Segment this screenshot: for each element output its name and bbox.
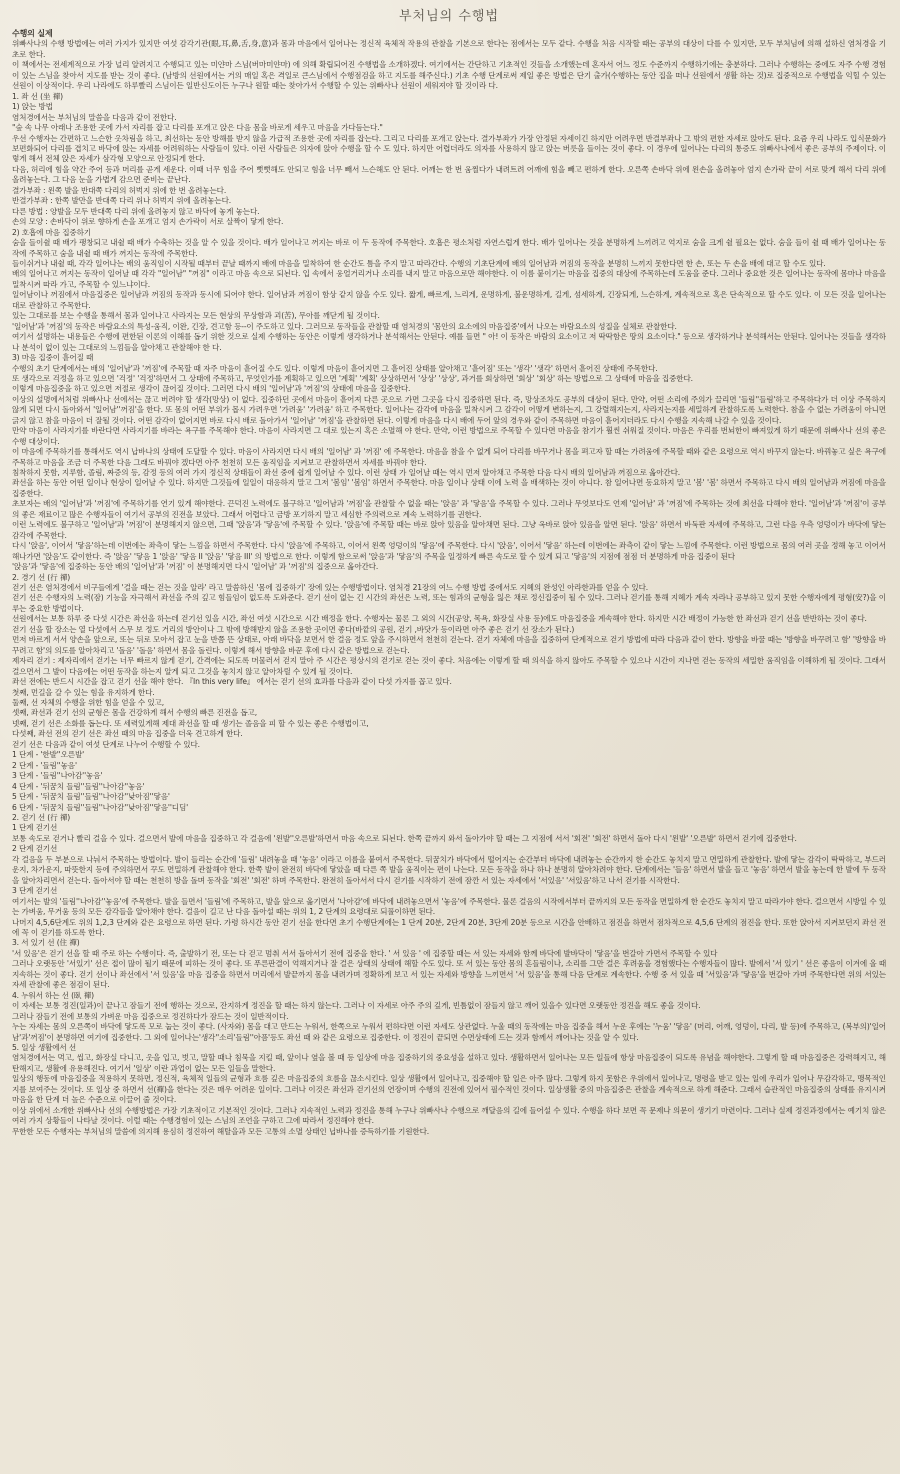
- text-line: 3 단계 - '들림''나아감''놓음': [12, 771, 103, 781]
- text-line: 그러나 잠들기 전에 보통의 가벼운 마음 집중으로 정진하다가 잠드는 것이 일반적이다.: [12, 1011, 289, 1021]
- text-line: 둘째, 선 자체의 수행을 위한 힘을 얻을 수 있고,: [12, 698, 164, 707]
- text-line: 이상 위에서 소개한 위빠사나 선의 수행방법은 가장 기초적이고 기본적인 것이다. 그러나 지속적인 노력과 정진을 통해 누구나 위빠사나 수행으로 깨달음의 길에 들어설 수 있다. 수행을 하다 보면 꼭 문제나 의문이 생기기 마련이다. 그러나 실제 정진과정에서는 예기치 않은 여러 가지 상황들이 나타날 것이다. 이럴 때는 수행경험이 있는 스님의 조언을 구하고 그에 따라서 정진해야 한다.: [12, 1105, 886, 1126]
- text-line: '일어남'과 '꺼짐'의 동작은 바람요소의 특성-움직, 이완, 긴장, 견고함 등--이 주도하고 있다. 그러므로 동작들을 관찰할 때 염처경의 '몸안의 요소에의 마음집중'에서 나오는 바람요소의 성질을 실체로 관찰한다.: [12, 321, 677, 331]
- text-line: 제자리 걷기 : 제자리에서 걷기는 너무 빠르지 않게 걷기, 간격에는 되도록 머물러서 걷지 말아 주 시간은 평상시의 걷기로 걷는 것이 좋다. 처음에는 이렇게 할 때 의식을 하지 않아도 주목할 수 있으나 시간이 지나면 걷는 동작의 세밀한 움직임을 이해하게 될 것이다. 그래서 걸으면서 그 발이 다음에는 어떤 동작을 하는지 알게 되고 그것을 놓치지 않고 알아차릴 수 있게 될 것이다.: [12, 656, 886, 676]
- text-line: 반결가부좌 : 한쪽 발만을 반대쪽 다리 위나 허벅지 위에 올려놓는다.: [12, 196, 232, 206]
- text-line: 다른 방법 : 양발을 모두 반대쪽 다리 위에 올려놓지 않고 바닥에 놓게 놓는다.: [12, 206, 260, 216]
- text-line: 염처경에서는 부처님의 말씀을 다음과 같이 전한다.: [12, 112, 177, 122]
- text-line: 들이쉬거나 내쉴 때, 각각 일어나는 배의 움직임이 시작될 때부터 끝날 때까지 배에 마음을 밀착하여 한 순간도 틈을 주지 말고 따라간다. 수행의 기초단계에 배의 일어남과 꺼짐의 동작을 분명히 느끼지 못한다면 한 손, 또는 두 손을 배에 대고 할 수도 있다.: [12, 258, 826, 268]
- text-line: 6 단계 - '뒤꿈치 들림''들림''나아감''낮아짐''닿음''디딤': [12, 802, 189, 812]
- text-line: 4 단계 - '뒤꿈치 들림''들림''나아감''놓음': [12, 781, 145, 791]
- text-line: 이 자세는 보통 정진(일과)이 끝나고 잠들기 전에 행하는 것으로, 잔지하게 정진을 할 때는 하지 않는다. 그러나 이 자세로 아주 주의 깊게, 빈틈없이 잠들지 않고 깨어 있을수 있다면 오랫동안 정진을 해도 좋을 것이다.: [12, 1001, 701, 1011]
- text-line: 보통 속도로 걷거나 빨리 걸을 수 있다. 걸으면서 발에 마음을 집중하고 각 걸음에 '왼발''오른발'하면서 마음 속으로 되뇐다. 한쪽 끝까지 와서 돌아가야 할 때는 그 지점에 서서 '회전' '회전' 하면서 돌아 다시 '왼발' '오른발' 하면서 걷기에 집중한다.: [12, 833, 797, 843]
- text-line: 2 단계 - '들림''놓음': [12, 760, 77, 770]
- text-line: 다섯째, 좌선 전의 걷기 선은 좌선 때의 마음 집중을 더욱 견고하게 한다.: [12, 729, 243, 739]
- text-line: 나머지 4,5,6단계도 위의 1,2,3 단계와 같은 요령으로 하면 된다. 가령 하시간 동안 걷기 선을 한다면 초기 수행단계에는 1 단계 20분, 2단계 20분, 3단계 20분 등으로 시간을 안배하고 점진을 하면서 점차적으로 4,5,6 단계의 점진을 한다. 또한 앉아서 지켜보던지 좌선 전에 꼭 이 걷기를 하도록 한다.: [12, 917, 886, 937]
- text-line: 5. 일상 생활에서 선: [12, 1042, 77, 1052]
- text-line: '앉음'과 '닿음'에 집중하는 동안 배의 '일어남'과 '꺼짐' 이 분명해지면 다시 '일어남' 과 '꺼짐'의 집중으로 옮아간다.: [12, 562, 379, 572]
- text-line: 넷째, 걷기 선은 소화를 돕는다. 또 세력있게해 제대 좌선을 할 때 생기는 졸음을 피 할 수 있는 좋은 수행법이고,: [12, 718, 369, 728]
- text-line: 숨을 들이쉴 때 배가 팽창되고 내쉴 때 배가 수축하는 것을 알 수 있을 것이다. 배가 일어나고 꺼지는 바로 이 두 동작에 주목한다. 호흡은 평소처럼 자연스럽게 한다. 배가 일어나는 것을 분명하게 느끼려고 억지로 숨을 크게 쉴 필요는 없다. 숨을 들이 쉴 때 배가 일어나는 동작에 주목하고 숨을 내쉴 때 배가 꺼지는 동작에 주목한다.: [12, 238, 886, 258]
- text-line: 좌선을 하는 동안 어떤 일이나 현상이 일어날 수 있다. 하지만 그것들에 일일이 대응하지 말고 그저 '봄임' '봄임' 하면서 주목한다. 마음 일이나 상태 이에 노력 을 배색하는 것이 아니다. 참 일어나면 동요하지 말고 '봄' '봄' 하면서 주목하고 다시 배의 일어남과 꺼짐에 마음을 집중한다.: [12, 478, 886, 498]
- text-line: 수행의 초기 단계에서는 배의 '일어남'과 '꺼짐'에 주목할 때 자주 마음이 흩어질 수도 있다. 이렇게 마음이 흩어지면 그 흩어진 상태를 알아채고 '흩어짐' 또는 '생각' '생각' 하면서 흩어진 상태에 주목한다.: [12, 363, 658, 373]
- text-line: 여기서 설명하는 내용들은 수행에 편한된 이론의 이해를 돕기 위한 것으로 실제 수행하는 동안은 이렇게 생각하거나 분석해서는 안된다. 예를 들면 " 아! 이 동작은 바람의 요소이고 저 딱딱함은 땅의 요소이다." 등으로 생각하거나 분석해서는 안된다. 일어나는 것들을 생각하나 분석이 없이 있는 그대로의 느낌들을 알아채고 관찰해야 한 다.: [12, 332, 886, 352]
- text-line: 1) 앉는 방법: [12, 102, 53, 112]
- text-line: 일상의 행동에 마음집중을 적용하지 못하면, 정신적, 육체적 일들의 균형과 흐름 깊은 마음집중의 흐름을 끊소시킨다. 일상 생활에서 일어나고, 집중해야 할 일은 아주 많다. 그렇게 하지 못함은 우위에서 일어나고, 명령을 받고 있는 일에 우리가 일어나 무감각하고, 맹목적인지를 보여주는 것이다. 또 일상 중 하면서 선(禪)을 한다는 것은 매우 어려운 일이다. 그러나 이것은 좌선과 걷기선의 연장이며 수행의 진전에 있어서 필수적인 것이다. 일상생활 중의 마음집중은 관찰을 계속적으로 하게 해준다. 그래서 습관적인 마음집중의 상태를 유지시켜 마음을 한 단계 더 높은 수준으로 이끌어 줄 것이다.: [12, 1074, 886, 1105]
- text-line: 무한한 모든 수행자는 부처님의 말씀에 의지해 용심히 정진하여 해탈을과 모든 고통의 소멸 상태인 닙바나를 증득하기를 기원한다.: [12, 1126, 430, 1136]
- section-heading: 수행의 실제: [12, 29, 53, 38]
- text-line: 3 단계 걷기선: [12, 886, 58, 896]
- text-line: 누는 자세는 몸의 오른쪽이 바닥에 닿도록 모로 눕는 것이 좋다. (사자와) 몸을 대고 만드는 누워서, 한쪽으로 누워서 편하다면 이런 자세도 상관없다. 누울 때의 동작에는 마음 집중을 해서 누운 후에는 '누움' '닿음' (머리, 어깨, 엉덩이, 다리, 발 등)에 주목하고, (복부의)'일어남'과'꺼짐'이 분명하면 여기에 집중한다. 그 외에 일어나는'생각''소리'들림''아픔'등도 좌선 때 와 같은 요령으로 집중한다. 이 정진이 끝되면 수면상태에 드는 것과 함께서 깨어나는 것을 알 수 있다.: [12, 1022, 886, 1042]
- text-line: "숲 속 나무 아래나 조용한 곳에 가서 자리를 잡고 다리를 포개고 앉은 다음 몸을 바로게 세우고 마음을 가다듬는다.": [12, 123, 383, 133]
- text-line: 걷기 선을 할 장소는 열 다섯에서 스무 보 정도 거리의 방안이나 그 밖에 방해받지 않을 조용한 곳이면 좋다(바깥의 공원, 걷기 ,바닷가 등이라면 아주 좋은 걷기 선 장소가 된다.): [12, 624, 575, 634]
- text-line: 다시 '앉음', 이어서 '닿음'하는데 이번에는 좌측이 닿는 느낌을 하면서 주목한다. 다시 '앉음'에 주목하고, 이어서 왼쪽 엉덩이의 '닿음'에 주목한다. 다시 '앉음', 이어서 '닿음' 하는데 이번에는 좌측이 같이 닿는 느낌에 주목한다. 이런 방법으로 몸의 여러 곳을 정해 놓고 이어서 해나가면 '앉음'도 같이한다. 즉 '앉음' '닿음 1 '앉음' '닿음 II '앉음' '닿음 III' 의 방법으로 한다. 이렇게 함으로써 '앉음'과 '닿음'의 주목을 일정하게 빠른 속도로 할 수 있게 되고 '닿음'의 지점에 점점 더 분명하게 마음 집중이 된다: [12, 541, 886, 561]
- text-line: 선원에서는 보통 하루 중 다섯 시간은 좌선을 하는데 걷기선 있을 시간, 좌선 여섯 시간으로 시간 배정을 한다. 수행자는 물론 그 외의 시간(공양, 목욕, 화장실 사용 등)에도 마음집중을 계속해야 한다. 하지만 시간 배정이 가능한 한 좌선과 걷기 선을 반반하는 것이 좋다.: [12, 614, 867, 624]
- text-line: 첫째, 먼길을 갈 수 있는 힘을 유지하게 한다.: [12, 687, 155, 697]
- text-line: 염처경에서는 먹고, 씹고, 화장실 다니고, 옷을 입고, 벗고, 말할 때나 침묵을 지킬 때, 앞이나 옆을 볼 때 등 일상에 마음 집중하기의 중요성을 설하고 있다. 생활하면서 일어나는 모든 일들에 항상 마음집중이 되도록 유념을 해야한다. 그렇게 할 때 마음집중은 강력해지고, 해탄해지고, 생활에 유용해진다. 여기서 '일상' 이란 과업이 없는 모든 일들을 말한다.: [12, 1053, 886, 1073]
- text-line: 좌선 전에는 반드시 시간을 잡고 걷기 선을 해야 한다. 『In this very life』 에서는 걷기 선의 효과를 다음과 같이 다섯 가지를 꼽고 있다.: [12, 677, 452, 687]
- text-line: 2. 경기 선 (行 禪): [12, 572, 71, 582]
- text-line: '서 있음'은 걷기 선을 할 때 주로 하는 수행이다. 즉, 출발하기 전, 또는 다 걷고 멈춰 서서 돌아서기 전에 집중을 한다. ' 서 있음 ' 에 집중할 때는 서 있는 자세와 함께 바닥에 발바닥이 '닿음'을 번갈아 가면서 주목할 수 있다: [12, 948, 718, 958]
- text-line: 이 책에서는 전세계적으로 가장 널리 알려지고 수행되고 있는 미얀마 스님(버마미얀마) 에 의해 확립되어진 수행법을 소개하겠다. 여기에서는 간단하고 기초적인 것들을 소개했는데 혼자서 어느 정도 수준까지 수행하기에는 충분하다. 그러나 수행하는 중에도 자주 수행 경험이 있는 스님을 찾아서 지도를 받는 것이 좋다. (남방의 선원에서는 거의 매일 혹은 격일로 큰스님에서 수행점검을 하고 지도를 해주신다.) 기초 수행 단계로써 제일 좋은 방법은 단기 출가(수행하는 동안 집을 떠나 선원에서 생활 하는 것)로 집중적으로 수행법을 익힐 수 있는 선원이 이상적이다. 우리 나라에도 하루빨리 스님이든 일반신도이든 누구나 원할 때는 찾아가서 수행할 수 있는 위빠사나 선원이 세워져야 할 것이라 다.: [12, 60, 886, 91]
- text-line: 2) 호흡에 마음 집중하기: [12, 227, 91, 237]
- text-line: 만약 마음이 사라지기를 바란다면 사라지기를 바라는 욕구를 주목해야 한다. 마음이 사라지면 그 대로 있는지 혹은 소멸해 야 한다. 만약, 이런 방법으로 주목할 수 있다면 마음을 참기가 훨씬 쉬워질 것이다. 마음은 우리를 번뇌한이 빠져있게 하기 때문에 위빠사나 선의 좋은 수행 대상이다.: [12, 426, 886, 446]
- text-line: 각 걸음을 두 부분으로 나눠서 주목하는 방법이다. 발이 들리는 순간에 '들림' 내려놓을 때 '놓음' 이라고 이름을 붙여서 주목한다. 뒤꿈치가 바닥에서 떨어지는 순간부터 바닥에 내려놓는 순간까지 한 순간도 놓치지 말고 면밀하게 관찰한다. 발에 닿는 감각이 딱딱하고, 부드러운지, 차가운지, 따뜻한지 등에 주의하면서 꾸도 면밀하게 관찰해야 한다. 한쪽 발이 완전히 바닥에 닿았을 때 다른 쪽 발을 움직이는 편이 나는다. 모든 동작을 하나 하나 분명히 알아차려야 한다. 단계에서는 '들음' 하면서 발을 들고 '놓음' 하면서 발을 놓는데 한 발에 두 동작을 알아차리면서 걷는다. 돌아서야 할 때는 천천히 방을 돌며 동작을 '회전' '회전' 하며 주목한다. 완전히 돌아서서 다시 걷기를 시작하기 전에 잠깐 서 있는 자세에서 '서있음' '서있음'하고 나서 걷기를 시작한다.: [12, 854, 886, 885]
- text-line: 걷기 선은 염처경에서 비구들에게 '걸을 때는 걷는 것을 알라' 라고 말씀하신 '몸에 집중하기' 장에 있는 수행방법이다. 염처경 21장의 여느 수행 방법 중에서도 지혜의 완성인 아라한과를 얻을 수 있다.: [12, 583, 649, 593]
- text-line: 이렇게 마음집중을 하고 있으면 저절로 생각이 끊어질 것이다. 그러면 다시 배의 '일어남'과 '꺼짐'의 상태에 마음을 집중한다.: [12, 384, 411, 394]
- text-line: 있는 그대로를 보는 수행을 통해서 몸과 일어나고 사라지는 모든 현상의 무상함과 괴(苦), 무아를 깨닫게 될 것이다.: [12, 311, 380, 321]
- text-line: 먼저 바르게 서서 양손을 앞으로, 또는 뒤로 모아서 잡고 눈을 반쯤 뜬 상태로, 아래 바닥을 보면서 한 걸음 정도 앞을 주시하면서 천천히 걷는다. 걷기 자체에 마음을 집중하여 단계적으로 걷기 방법에 따라 다음과 같이 한다. 방향을 바꿀 때는 '방향을 바꾸려고 함' '방향을 바꾸려고 함'의 의도를 알아차리고 '돌음' '돌음' 하면서 몸을 돌린다. 이렇게 해서 방향을 바꾼 후에 다시 같은 방법으로 걷는다.: [12, 635, 886, 655]
- text-line: 3. 서 있기 선 (住 禪): [12, 938, 80, 948]
- document-title: 부처님의 수행법: [398, 9, 500, 24]
- text-line: 이상의 설명에서처럼 위빠사나 선에서는 끊고 버려야 할 생각(망상) 이 없다. 집중하던 곳에서 마음이 흩어져 다른 곳으로 가면 그곳을 다시 집중하면 된다. 즉, 망상조차도 공부의 대상이 된다. 만약, 어떤 소리에 주의가 끌리면 '들림''들림'하고 주목하다가 더 이상 주목하지 않게 되면 다시 돌아와서 '일어남''꺼짐'을 한다. 또 몸의 어떤 부위가 몹시 가려우면 '가려움' '가려움' 하고 주목한다. 일어나는 감각에 마음을 밀착시켜 그 감각이 어떻게 변하는지, 그 강렬해지는지, 사라지는지를 세밀하게 관찰하도록 노력한다. 참을 수 없는 가려움이 아니면 긁지 않고 참을 마음이 더 잘될 것이다. 어떤 감각이 없어지면 바로 다시 배로 돌아가서 '일어남' '꺼짐'을 관찰하면 된다. 이렇게 마음을 다시 배에 두어 앞의 경우와 같이 주목하면 마음이 흩어지더라도 다시 수행을 지속해 나갈 수 있을 것이다.: [12, 394, 886, 425]
- text-line: 1 단계 걷기선: [12, 823, 58, 833]
- text-line: 걷기 선은 다음과 같이 여섯 단계로 나누어 수행할 수 있다.: [12, 739, 200, 749]
- text-line: 2 단계 걷기선: [12, 844, 58, 854]
- text-line: 손의 모양 : 손바닥이 위로 향하게 손을 포개고 엄지 손가락이 서로 살짝이 닿게 한다.: [12, 217, 284, 227]
- text-line: 이 마음에 주목하기를 통해서도 역시 납바나의 상태에 도달할 수 있다. 마음이 사라지면 다시 배의 '일어남' 과 '꺼짐' 에 주목한다. 마음을 참을 수 없게 되어 다리를 바꾸거나 몸을 펴고자 할 때는 가려움에 주목할 때와 같은 요령으로 역시 바꾸지 않는다. 바꿔놓고 싶은 욕구에 주목하고 마음을 조금 더 주목한 다음 그래도 바꿔야 겠다면 아주 천천히 모든 움직임을 지켜보고 관찰하면서 자세를 바꿔야 한다.: [12, 447, 886, 467]
- text-line: 침착하지 못함, 지루함, 졸림, 짜증의 등, 감정 등의 여러 가지 정신적 상태들이 좌선 중에 쉽게 일어날 수 있다. 이런 상태 가 일어날 때는 역시 먼저 알아채고 주목한 다음 다시 배의 일어남과 꺼짐으로 옮아간다.: [12, 468, 681, 478]
- document-body: [12, 29, 886, 1137]
- text-line: 또 생각으로 걱정을 하고 있으면 '걱정' '걱정'하면서 그 상태에 주목하고, 무엇인가를 계획하고 있으면 '계획' '계획' 상상하면서 '상상' '상상', 과거를 회상하면 '회상' '회상' 하는 방법으로 그 상태에 마음을 집중한다.: [12, 373, 693, 383]
- text-line: 우선 수행자는 간편하고 느슨한 옷차림을 하고, 최선하는 동안 방해를 받지 않을 가급적 조용한 곳에 자리를 잡는다. 그리고 다리를 포개고 앉는다. 결가부좌가 가장 안정된 자세이긴 하지만 어려우면 반결부좌나 그 밖의 편한 자세로 앉아도 된다. 요즘 우리 나라도 입식문화가 보편화되어 다리를 겹치고 바닥에 앉는 자세를 어려워하는 사람들이 있다. 이런 사람들은 의자에 앉아 수행을 할 수 도 있다. 하지만 어렵더라도 의자를 사용하지 않고 앉는 버릇을 들이는 것이 좋다. 이 경우에 일어나는 다리의 통증도 위빠사나에서 좋은 공부의 주제이다. 이렇게 해서 전체 앉은 자세가 삼각형 모양으로 안정되게 한다.: [12, 133, 886, 164]
- text-line: 1 단계 - '한발''오른발': [12, 750, 85, 760]
- text-line: 5 단계 - '뒤꿈치 들림''들림''나아감''낮아짐''닿음': [12, 792, 170, 802]
- text-line: 그러나 오랫동안 '서있기' 선은 접이 많이 될기 때문에 피하는 것이 좋다. 또 푸른판결이 억해지거나 잘 걸은 상태의 상태에 해할 수도 있다. 또 서 있는 동안 몸의 흔들림이나, 소리를 그만 걸은 후려움을 경험했다는 수행자들이 많다. 발에서 '서 있기 ' 선은 좋음이 이겨에 올 때 지속하는 것이 좋다. 걷기 선이나 좌선에서 '서 있음'을 마음 집중을 하면서 머리에서 발끝까지 몸을 내려가며 정확하게 보고 서 있는 자세와 방향을 느끼면서 '서 있음'을 통해 다음 단계로 계속한다. 수행 중 서 있을 때 '서있음'과 '닿음'을 번갈아 가며 주목한다면 위의 서있는 자세 관찰에 좋은 점검이 된다.: [12, 959, 886, 990]
- text-line: 결가부좌 : 왼쪽 발을 반대쪽 다리의 허벅지 위에 한 번 올려놓는다.: [12, 185, 227, 195]
- text-line: 이런 노력에도 불구하고 '일어남'과 '꺼짐'이 분명해지지 않으면, 그때 '앉음'과 '닿음'에 주목할 수 있다. '앉음'에 주목할 때는 바로 앉아 있음을 알아채면 된다. 그냥 옥바로 앉아 있음을 알면 된다. '앉음' 하면서 바둑판 자세에 주목하고, 그런 다음 우측 엉덩이가 바닥에 닿는 감각에 주목한다.: [12, 520, 886, 540]
- text-line: 배의 일어나고 꺼지는 동작이 일어날 때 각각 "일어남" "꺼짐" 이라고 마음 속으로 되뇐다. 입 속에서 웅얼거리거나 소리를 내지 말고 마음으로만 해야한다. 이 이름 붙이기는 마음을 집중의 대상에 주목하는데 도움을 준다. 그러나 중요한 것은 일어나는 동작에 몸마나 마음을 밀착시켜 따라 가고, 주목할 수 있느냐이다.: [12, 269, 886, 289]
- text-line: 위빠사나의 수행 방법에는 여러 가지가 있지만 여섯 감각기관(眼,耳,鼻,舌,身,意)과 몸과 마음에서 일어나는 정신적 육체적 작용의 관찰을 기본으로 한다는 점에서는 모두 같다. 수행을 처음 시작할 때는 공부의 대상이 다를 수 있지만, 모두 부처님에 의해 설하신 염처경을 기초로 한다.: [12, 39, 886, 59]
- text-line: 다음, 허리에 힘을 약간 주어 등과 머리를 곧게 세운다. 이때 너무 힘을 주어 뻣뻣해도 안되고 힘을 너무 빼서 느슨해도 안 된다. 어깨는 한 번 움찔다가 내려트려 어깨에 힘을 빼고 편하게 한다. 오른쪽 손바닥 위에 왼손을 올려놓아 엄지 손가락 끝이 서로 맞게 해서 다리 위에 올려놓는다. 그 다음 눈을 가볍게 감으면 준비는 끝난다.: [12, 164, 886, 185]
- text-line: 3) 마음 집중이 흩어질 때: [12, 353, 94, 363]
- text-line: 2. 걷기 선 (行 禪): [12, 812, 71, 822]
- text-line: 걷기 선은 수행자의 노력(잠) 기능을 자극해서 좌선을 주의 깊고 힘들임이 없도록 도와준다. 걷기 선이 없는 긴 시간의 좌선은 노력, 또는 힘과의 균형을 잃은 채로 정신집중이 될 수 있다. 그러나 걷기를 통해 지혜가 계속 자라나 공부하고 있지 못한 수행자에게 평형(安?)을 이루는 중요한 방법이다.: [12, 593, 886, 613]
- text-line: 4. 누워서 하는 선 (臥 禪): [12, 990, 94, 1000]
- text-line: 1. 좌 선 (坐 禪): [12, 91, 63, 101]
- text-line: 셋째, 좌선과 걷기 선의 균형은 몸을 건강하게 해서 수행의 빠른 진전을 돕고,: [12, 708, 257, 718]
- text-line: 일어남이나 꺼짐에서 마음집중은 일어남과 꺼짐의 동작과 동시에 되어야 한다. 일어남과 꺼짐이 함상 같지 않을 수도 있다. 짧게, 빠르게, 느리게, 운명하게, 불운명하게, 길게, 섬세하게, 긴장되게, 느슨하게, 계속적으로 혹은 단속적으로 할 수도 있다. 이 모든 것을 일어나는 대로 관찰하고 주목한다.: [12, 290, 886, 310]
- text-line: 초보자는 배의 '일어남'과 '꺼짐'에 주목하기를 연기 있게 해야한다. 끈덕진 노력에도 불구하고 '일어남과 '꺼짐'을 관찰할 수 없을 때는 '앉음' 과 '닿음'을 주목할 수 있다. 그러나 무엇보다도 언제 '일어남' 과 '꺼짐'에 주목하는 것에 최선을 다해야 한다. '일어남'과 '꺼짐'이 공부의 좋은 재료이고 많은 수행자들이 여기서 공부의 진전을 보았다. 그래서 어렵다고 금방 포기하지 말고 세심한 주의력으로 계속 노력하기를 권한다.: [12, 499, 886, 519]
- text-line: 여기서는 발의 '들림''나아감''놓음'에 주목한다. 발을 들면서 '들림'에 주목하고, 발을 앞으로 옮기면서 '나아감'에 바닥에 내려놓으면서 '놓음'에 주목한다. 물론 걸음의 시작에서부터 끝까지의 모든 동작을 면밀하게 한 순간도 놓치지 말고 따라가야 한다. 걸으면서 시방일 수 있는 가벼움, 무거움 등의 모든 감각들을 알아채야 한다. 걸음이 길고 난 다음 돌아설 때는 위의 1, 2 단계의 요령대로 되풀이하면 된다.: [12, 896, 886, 917]
